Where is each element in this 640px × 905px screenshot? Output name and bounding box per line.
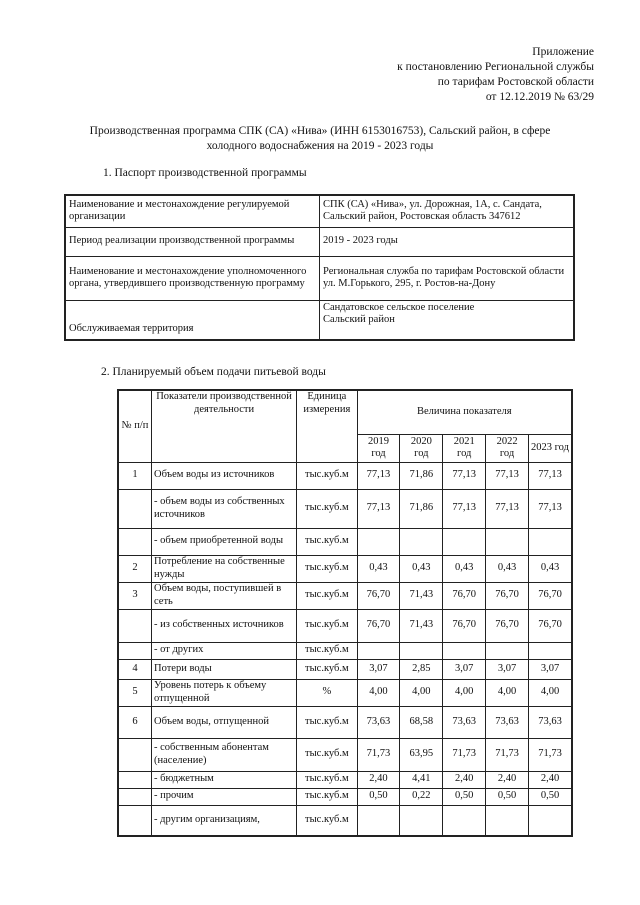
appendix-line: к постановлению Региональной службы xyxy=(397,61,594,73)
row-value xyxy=(400,642,443,659)
row-value: 76,70 xyxy=(357,582,400,609)
row-unit: тыс.куб.м xyxy=(297,609,357,642)
row-value: 71,43 xyxy=(400,609,443,642)
header-value: Величина показателя xyxy=(357,390,572,434)
row-value xyxy=(529,805,573,836)
document-title xyxy=(40,124,600,154)
row-value: 77,13 xyxy=(357,489,400,528)
row-value: 4,00 xyxy=(486,679,529,706)
passport-value: СПК (СА) «Нива», ул. Дорожная, 1А, с. Сандата, Сальский район, Ростовская область 347612 xyxy=(320,195,575,227)
row-indicator: - другим организациям, xyxy=(152,805,297,836)
row-value xyxy=(443,642,486,659)
row-indicator: Потребление на собственные нужды xyxy=(152,555,297,582)
row-value: 4,00 xyxy=(529,679,573,706)
row-indicator: Объем воды из источников xyxy=(152,462,297,489)
row-value: 73,63 xyxy=(486,706,529,738)
table-row xyxy=(65,227,574,256)
row-value xyxy=(529,528,573,555)
volume-table-body xyxy=(118,462,572,836)
passport-value-line: Сандатовское сельское поселение xyxy=(323,301,475,313)
row-indicator: Уровень потерь к объему отпущенной xyxy=(152,679,297,706)
passport-label: Обслуживаемая территория xyxy=(65,300,320,340)
row-value: 4,00 xyxy=(443,679,486,706)
row-value: 76,70 xyxy=(529,609,573,642)
row-value xyxy=(443,528,486,555)
row-indicator: - объем воды из собственных источников xyxy=(152,489,297,528)
table-row xyxy=(118,582,572,609)
row-value: 0,50 xyxy=(357,788,400,805)
row-indicator: - из собственных источников xyxy=(152,609,297,642)
row-number: 2 xyxy=(118,555,152,582)
table-row xyxy=(118,679,572,706)
row-value: 76,70 xyxy=(443,582,486,609)
row-value: 77,13 xyxy=(529,489,573,528)
row-value: 0,43 xyxy=(529,555,573,582)
row-value: 63,95 xyxy=(400,738,443,771)
row-value: 0,50 xyxy=(443,788,486,805)
table-row xyxy=(118,609,572,642)
row-value: 77,13 xyxy=(529,462,573,489)
table-row xyxy=(65,195,574,227)
row-value: 76,70 xyxy=(529,582,573,609)
row-unit: тыс.куб.м xyxy=(297,738,357,771)
table-row xyxy=(118,805,572,836)
row-indicator: Объем воды, отпущенной xyxy=(152,706,297,738)
table-row xyxy=(118,462,572,489)
row-value: 0,22 xyxy=(400,788,443,805)
section-heading: 2. Планируемый объем подачи питьевой воды xyxy=(101,366,326,378)
row-value: 77,13 xyxy=(443,462,486,489)
row-value: 71,73 xyxy=(443,738,486,771)
row-value: 77,13 xyxy=(486,489,529,528)
row-indicator: - объем приобретенной воды xyxy=(152,528,297,555)
header-num: № п/п xyxy=(118,390,152,462)
row-value xyxy=(486,528,529,555)
header-year: 2022 год xyxy=(486,434,529,462)
row-value: 71,43 xyxy=(400,582,443,609)
row-number: 6 xyxy=(118,706,152,738)
row-value: 3,07 xyxy=(443,659,486,679)
row-value: 71,86 xyxy=(400,489,443,528)
passport-table xyxy=(64,194,575,341)
header-year: 2021 год xyxy=(443,434,486,462)
table-row xyxy=(65,300,574,340)
row-indicator: - собственным абонентам (население) xyxy=(152,738,297,771)
row-number: 3 xyxy=(118,582,152,609)
passport-value-line: Региональная служба по тарифам Ростовской области xyxy=(323,265,565,277)
row-value: 76,70 xyxy=(486,609,529,642)
title-line: Производственная программа СПК (СА) «Нива» (ИНН 6153016753), Сальский район, в сфере xyxy=(89,125,551,137)
row-number xyxy=(118,771,152,788)
row-indicator: - от других xyxy=(152,642,297,659)
row-value: 3,07 xyxy=(529,659,573,679)
header-year: 2023 год xyxy=(529,434,573,462)
row-value xyxy=(486,642,529,659)
row-value xyxy=(357,528,400,555)
row-value xyxy=(529,642,573,659)
row-number xyxy=(118,609,152,642)
row-value: 0,50 xyxy=(529,788,573,805)
appendix-block xyxy=(397,45,594,105)
row-unit: тыс.куб.м xyxy=(297,555,357,582)
row-indicator: Объем воды, поступившей в сеть xyxy=(152,582,297,609)
row-value: 3,07 xyxy=(357,659,400,679)
table-row xyxy=(118,555,572,582)
section-heading: 1. Паспорт производственной программы xyxy=(103,167,307,179)
row-value: 3,07 xyxy=(486,659,529,679)
row-value: 77,13 xyxy=(486,462,529,489)
row-value: 2,40 xyxy=(486,771,529,788)
row-indicator: Потери воды xyxy=(152,659,297,679)
row-value: 73,63 xyxy=(529,706,573,738)
appendix-line: по тарифам Ростовской области xyxy=(437,76,594,88)
row-value xyxy=(357,642,400,659)
table-row xyxy=(118,788,572,805)
passport-value: 2019 - 2023 годы xyxy=(320,227,575,256)
row-value xyxy=(357,805,400,836)
passport-label: Наименование и местонахождение регулируемой организации xyxy=(65,195,320,227)
row-value: 2,40 xyxy=(443,771,486,788)
table-row xyxy=(118,706,572,738)
row-value: 71,86 xyxy=(400,462,443,489)
row-number xyxy=(118,805,152,836)
row-unit: тыс.куб.м xyxy=(297,489,357,528)
row-unit: тыс.куб.м xyxy=(297,462,357,489)
row-value: 77,13 xyxy=(443,489,486,528)
header-year: 2019 год xyxy=(357,434,400,462)
passport-label: Период реализации производственной программы xyxy=(65,227,320,256)
volume-table xyxy=(117,389,573,837)
row-value: 0,43 xyxy=(357,555,400,582)
appendix-line: Приложение xyxy=(532,46,594,58)
row-value xyxy=(400,528,443,555)
row-value: 4,00 xyxy=(357,679,400,706)
row-value: 73,63 xyxy=(443,706,486,738)
row-unit: тыс.куб.м xyxy=(297,528,357,555)
row-unit: тыс.куб.м xyxy=(297,771,357,788)
header-indicator: Показатели производственной деятельности xyxy=(152,390,297,462)
row-value: 4,00 xyxy=(400,679,443,706)
row-value: 2,85 xyxy=(400,659,443,679)
row-value: 71,73 xyxy=(529,738,573,771)
row-unit: тыс.куб.м xyxy=(297,582,357,609)
appendix-line: от 12.12.2019 № 63/29 xyxy=(485,91,594,103)
row-value: 2,40 xyxy=(357,771,400,788)
row-value: 0,43 xyxy=(400,555,443,582)
row-value: 71,73 xyxy=(357,738,400,771)
row-value: 0,50 xyxy=(486,788,529,805)
row-value: 68,58 xyxy=(400,706,443,738)
table-row xyxy=(118,659,572,679)
table-row xyxy=(118,738,572,771)
row-number xyxy=(118,489,152,528)
row-number: 4 xyxy=(118,659,152,679)
table-row xyxy=(118,642,572,659)
row-unit: тыс.куб.м xyxy=(297,706,357,738)
row-value: 77,13 xyxy=(357,462,400,489)
row-number xyxy=(118,528,152,555)
row-value xyxy=(486,805,529,836)
row-number xyxy=(118,738,152,771)
row-number xyxy=(118,642,152,659)
row-value: 76,70 xyxy=(486,582,529,609)
passport-value-line: Сальский район xyxy=(323,314,395,325)
row-value: 2,40 xyxy=(529,771,573,788)
row-unit: тыс.куб.м xyxy=(297,659,357,679)
row-number: 5 xyxy=(118,679,152,706)
row-indicator: - прочим xyxy=(152,788,297,805)
header-year: 2020 год xyxy=(400,434,443,462)
passport-value-line: ул. М.Горького, 295, г. Ростов-на-Дону xyxy=(323,278,496,289)
row-value: 76,70 xyxy=(357,609,400,642)
row-unit: тыс.куб.м xyxy=(297,788,357,805)
row-indicator: - бюджетным xyxy=(152,771,297,788)
row-value: 71,73 xyxy=(486,738,529,771)
row-value: 73,63 xyxy=(357,706,400,738)
row-unit: % xyxy=(297,679,357,706)
passport-label: Наименование и местонахождение уполномоченного органа, утвердившего производственную программу xyxy=(65,256,320,300)
row-value xyxy=(443,805,486,836)
row-number: 1 xyxy=(118,462,152,489)
row-unit: тыс.куб.м xyxy=(297,805,357,836)
passport-value xyxy=(320,300,575,340)
row-unit: тыс.куб.м xyxy=(297,642,357,659)
table-row xyxy=(65,256,574,300)
table-row xyxy=(118,771,572,788)
row-value: 76,70 xyxy=(443,609,486,642)
table-header-row xyxy=(118,390,572,434)
header-unit: Единица измерения xyxy=(297,390,357,462)
table-row xyxy=(118,489,572,528)
row-value: 0,43 xyxy=(443,555,486,582)
row-number xyxy=(118,788,152,805)
title-line: холодного водоснабжения на 2019 - 2023 годы xyxy=(206,140,434,152)
passport-value xyxy=(320,256,575,300)
row-value: 4,41 xyxy=(400,771,443,788)
table-row xyxy=(118,528,572,555)
row-value: 0,43 xyxy=(486,555,529,582)
row-value xyxy=(400,805,443,836)
